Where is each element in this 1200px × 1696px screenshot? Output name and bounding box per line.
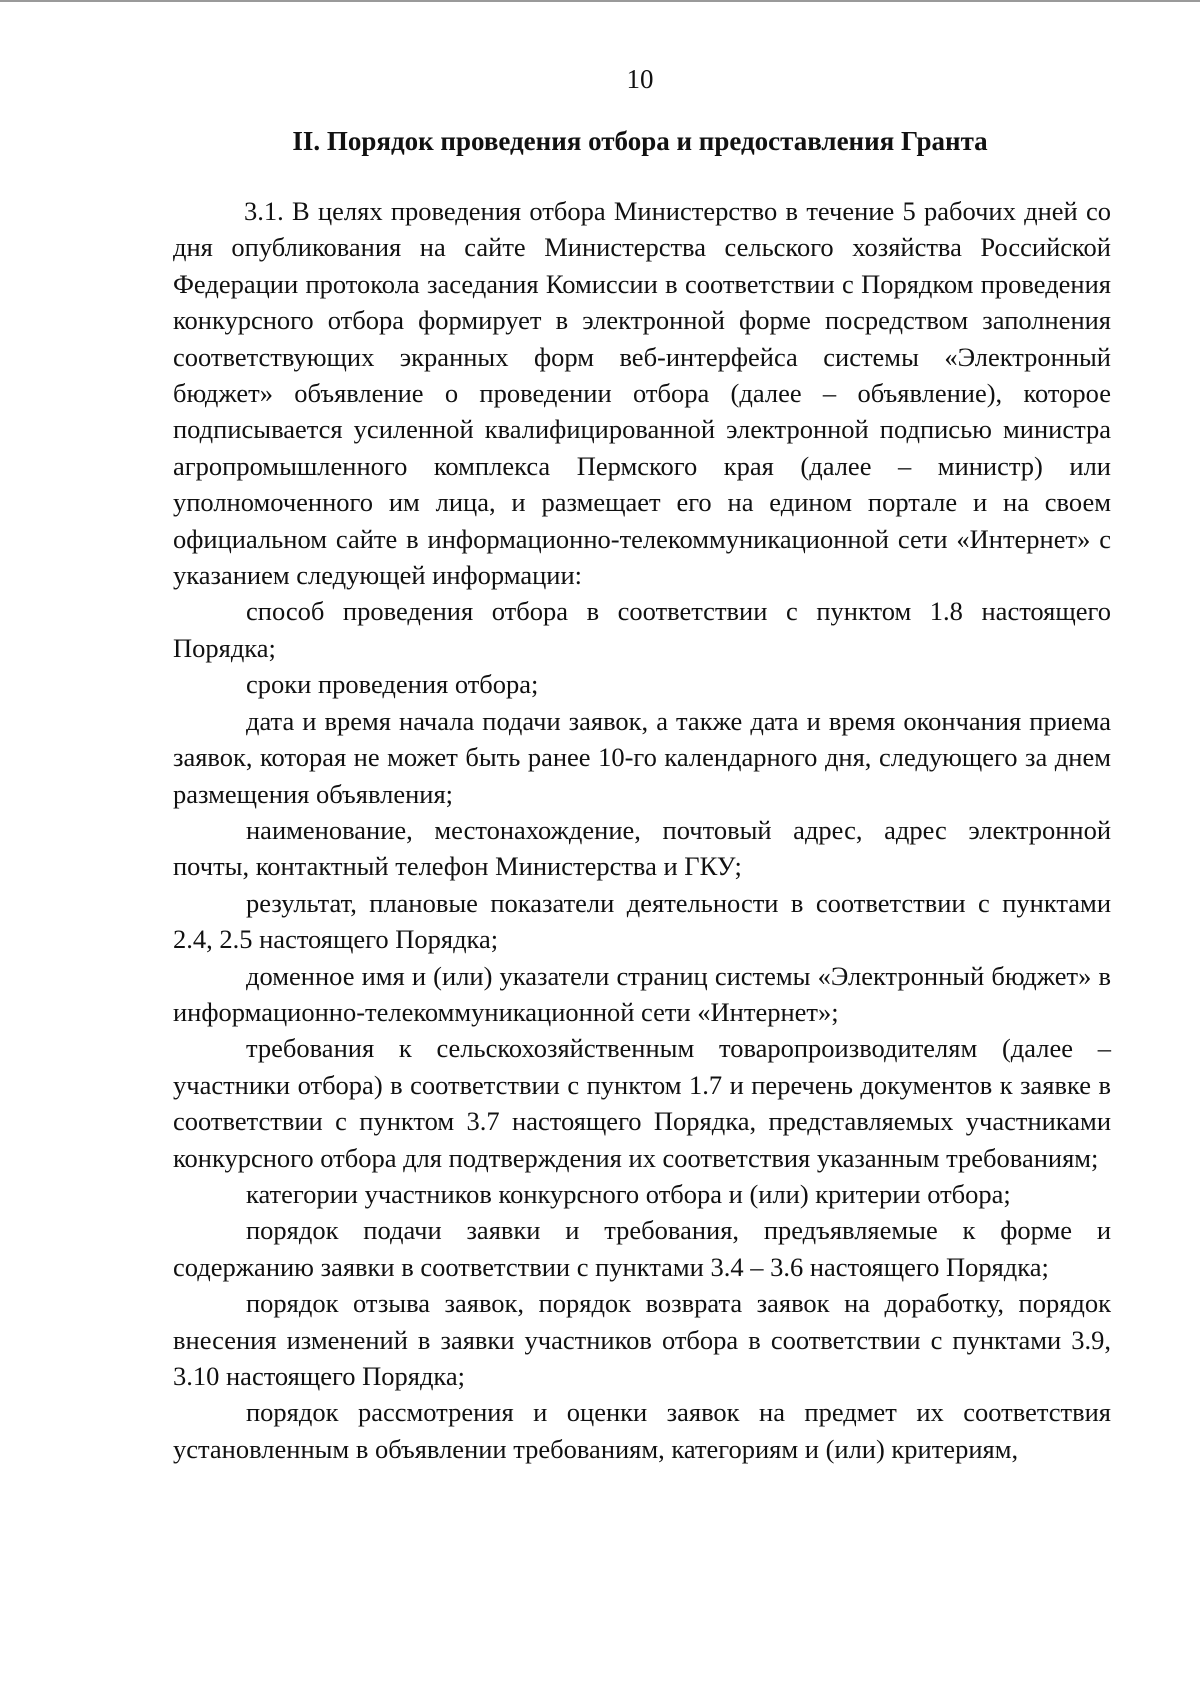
paragraph-3-1: 3.1. В целях проведения отбора Министерство в течение 5 рабочих дней со дня опубликования на сайте Министерства сельского хозяйства Российской Федерации протокола заседания Комиссии в соответствии с Порядком проведения конкурсного отбора формирует в электронной форме посредством заполнения соответствующих экранных форм веб-интерфейса системы «Электронный бюджет» объявление о проведении отбора (далее – объявление), которое подписывается усиленной квалифицированной электронной подписью министра агропромышленного комплекса Пермского края (далее – министр) или уполномоченного им лица, и размещает его на едином портале и на своем официальном сайте в информационно-телекоммуникационной сети «Интернет» с указанием следующей информации:: [173, 196, 1111, 591]
scan-border: [0, 0, 1200, 2]
list-item-withdrawal-order: порядок отзыва заявок, порядок возврата заявок на доработку, порядок внесения изменений в заявки участников отбора в соответствии с пунктами 3.9, 3.10 настоящего Порядка;: [173, 1288, 1111, 1391]
list-item-contacts: наименование, местонахождение, почтовый адрес, адрес электронной почты, контактный телефон Министерства и ГКУ;: [173, 814, 1111, 882]
list-item-submission-order: порядок подачи заявки и требования, предъявляемые к форме и содержанию заявки в соответствии с пунктами 3.4 – 3.6 настоящего Порядка;: [173, 1215, 1111, 1282]
page-number: 10: [626, 64, 654, 94]
list-item-selection-method: способ проведения отбора в соответствии с пунктом 1.8 настоящего Порядка;: [173, 596, 1111, 663]
list-item-review-order: порядок рассмотрения и оценки заявок на предмет их соответствия установленным в объявлении требованиям, категориям и (или) критериям,: [173, 1397, 1111, 1464]
list-item-domain-name: доменное имя и (или) указатели страниц системы «Электронный бюджет» в информационно-телекоммуникационной сети «Интернет»;: [173, 960, 1111, 1027]
list-item-categories: категории участников конкурсного отбора и (или) критерии отбора;: [246, 1178, 1011, 1209]
list-item-application-period: дата и время начала подачи заявок, а также дата и время окончания приема заявок, которая не может быть ранее 10-го календарного дня, следующего за днем размещения объявления;: [173, 705, 1111, 809]
list-item-selection-dates: сроки проведения отбора;: [246, 669, 539, 700]
list-item-requirements: требования к сельскохозяйственным товаропроизводителям (далее – участники отбора) в соответствии с пунктом 1.7 и перечень документов к заявке в соответствии с пунктом 3.7 настоящего Порядка, представляемых участниками конкурсного отбора для подтверждения их соответствия указанным требованиям;: [173, 1033, 1111, 1173]
section-heading: II. Порядок проведения отбора и предоставления Гранта: [292, 126, 988, 156]
list-item-results: результат, плановые показатели деятельности в соответствии с пунктами 2.4, 2.5 настоящего Порядка;: [173, 887, 1111, 955]
document-body: [173, 193, 1111, 1467]
